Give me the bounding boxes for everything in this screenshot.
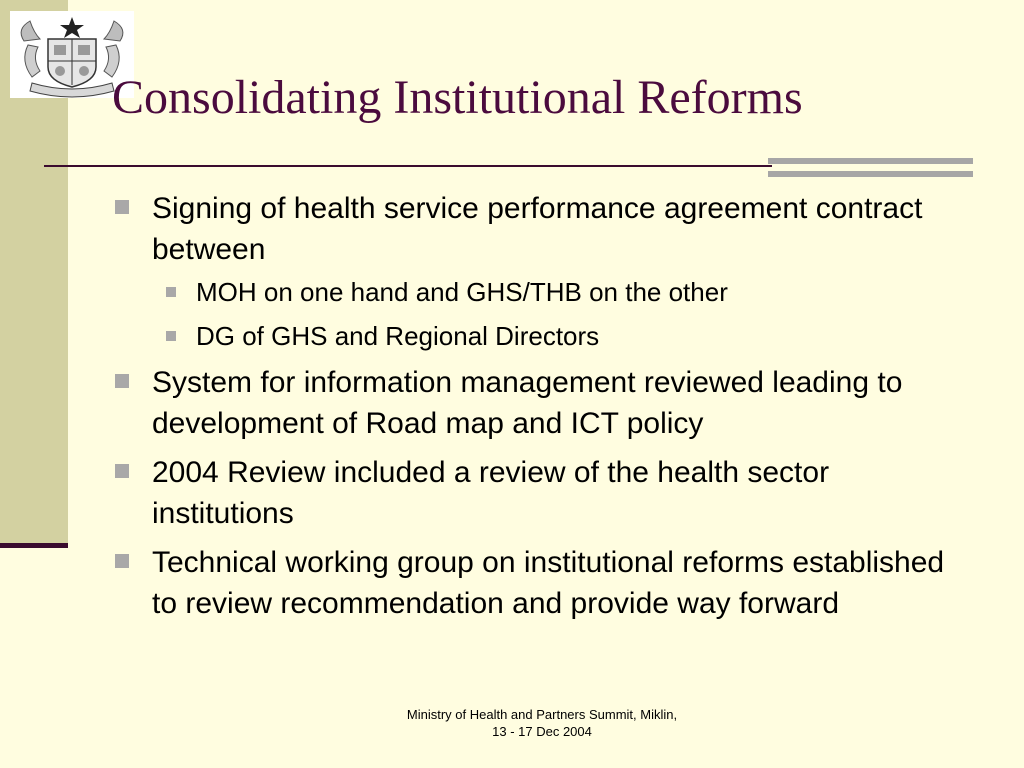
- square-bullet-icon: [115, 374, 129, 388]
- sub-bullet-item: [114, 318, 974, 354]
- sub-bullet-item: [114, 274, 974, 310]
- bullet-text: System for information management reviewed leading to development of Road map and ICT policy: [152, 366, 903, 440]
- bullet-item: [114, 542, 974, 624]
- slide-title: Consolidating Institutional Reforms: [112, 71, 803, 124]
- decorative-bar: [768, 171, 973, 177]
- title-decorative-bars: [768, 158, 973, 178]
- decorative-bar: [768, 158, 973, 164]
- bullet-text: Signing of health service performance agreement contract between: [152, 192, 923, 266]
- slide-body: [114, 188, 974, 632]
- square-bullet-icon: [115, 464, 129, 478]
- square-bullet-icon: [115, 554, 129, 568]
- square-bullet-icon: [166, 331, 176, 341]
- footer-line-1: Ministry of Health and Partners Summit, Miklin,: [406, 707, 678, 722]
- slide-footer: [380, 706, 704, 740]
- sub-bullet-text: MOH on one hand and GHS/THB on the other: [196, 277, 728, 307]
- footer-line-2: 13 - 17 Dec 2004: [492, 724, 592, 739]
- sub-bullet-text: DG of GHS and Regional Directors: [196, 321, 600, 351]
- bullet-text: 2004 Review included a review of the health sector institutions: [152, 456, 830, 530]
- bullet-text: Technical working group on institutional reforms established to review recommendation and provide way forward: [152, 546, 945, 620]
- bullet-list: [114, 188, 974, 624]
- sub-bullet-list: [114, 274, 974, 354]
- bullet-item: [114, 452, 974, 534]
- square-bullet-icon: [166, 287, 176, 297]
- bullet-item: [114, 188, 974, 354]
- bullet-item: [114, 362, 974, 444]
- title-underline-rule: [44, 165, 772, 167]
- square-bullet-icon: [115, 200, 129, 214]
- left-band-rule: [0, 543, 68, 548]
